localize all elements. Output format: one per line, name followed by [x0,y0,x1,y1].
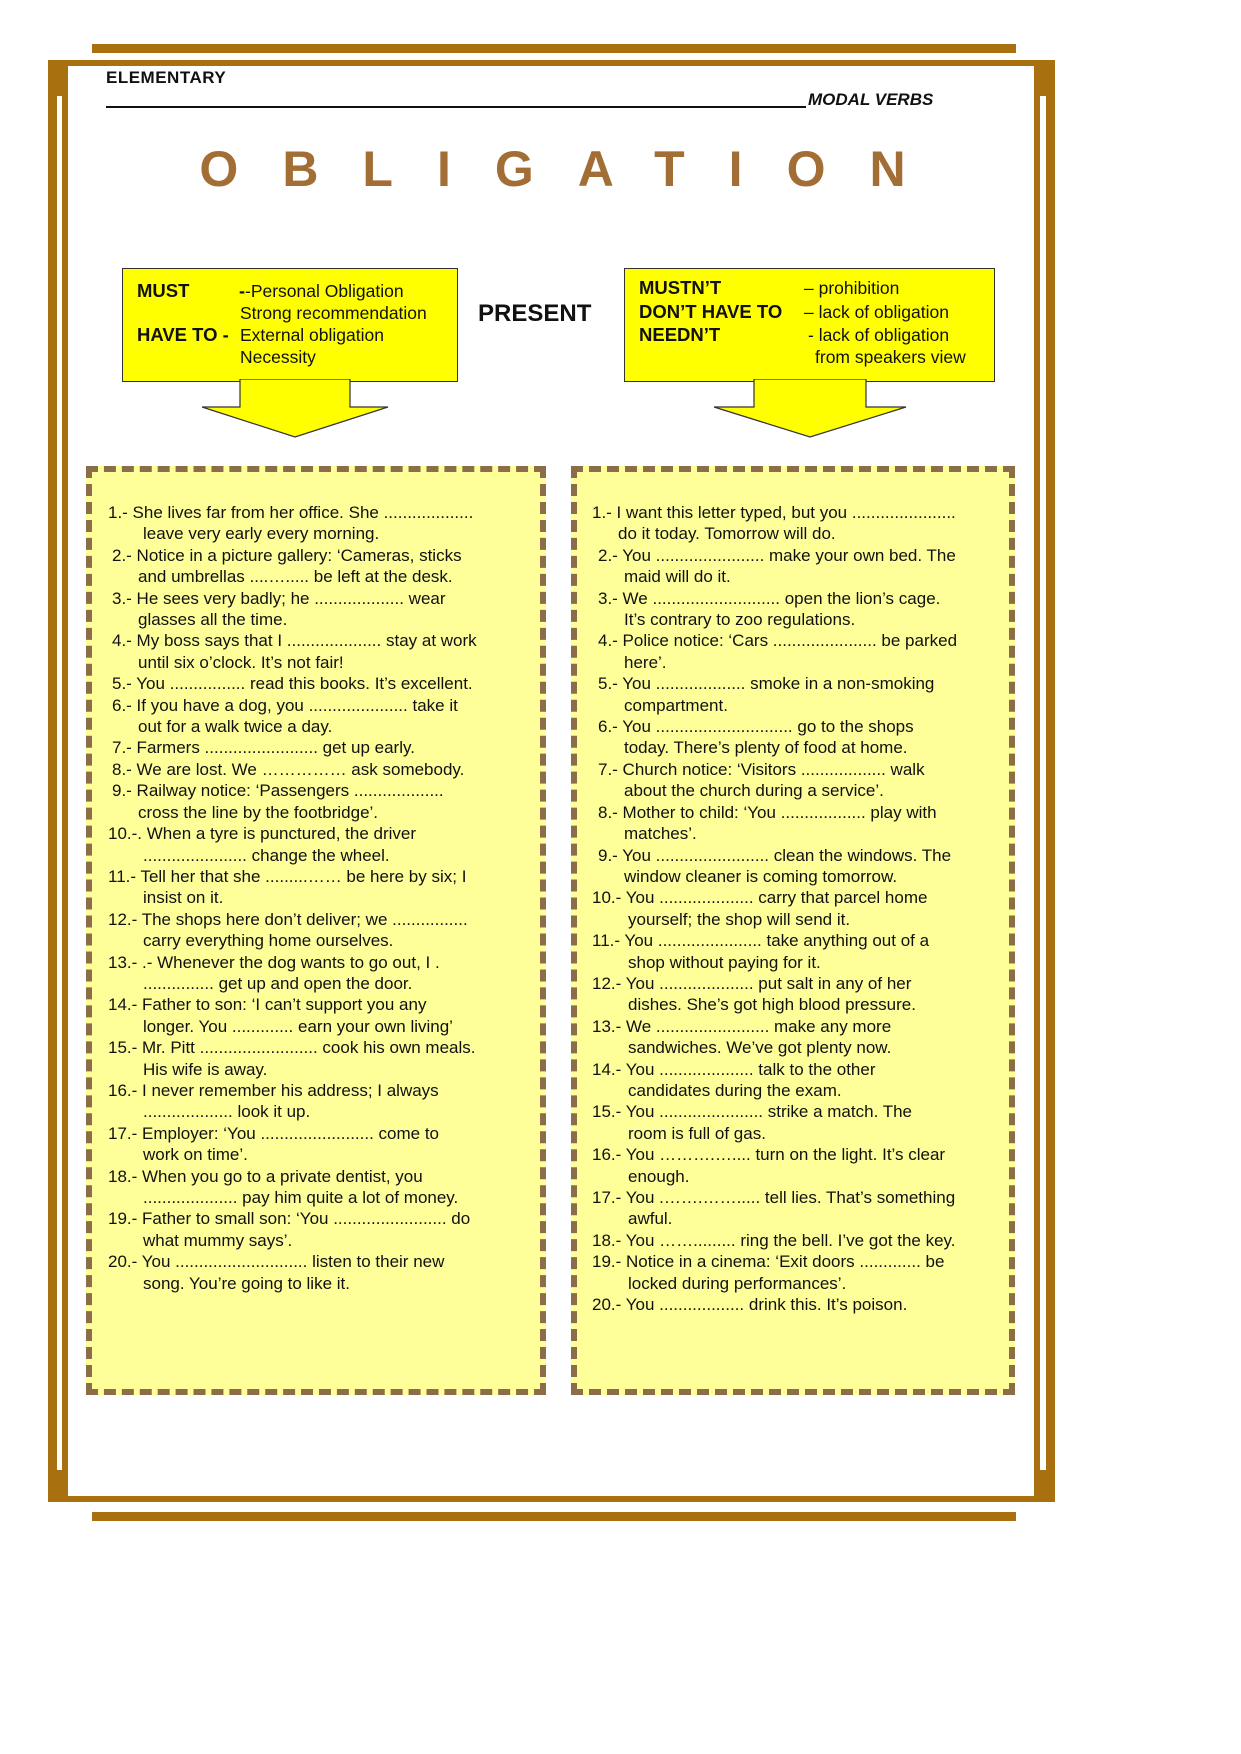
exercise-continuation: ............... get up and open the door. [143,973,413,993]
exercise-item [108,737,538,758]
exercise-continuation: matches’. [624,824,697,844]
exercise-item [108,1251,538,1294]
exercise-line: 3.- We ........................... open the lion’s cage. [598,588,941,608]
right-arrow-icon [712,379,908,439]
frame-corner-tl [48,60,68,96]
exercise-continuation: His wife is away. [143,1059,268,1079]
exercise-continuation: until six o’clock. It’s not fair! [138,652,344,672]
neednt-label: NEEDN’T [639,324,721,345]
exercise-continuation: ................... look it up. [143,1102,311,1122]
exercise-item [592,930,1004,973]
exercise-continuation: yourself; the shop will send it. [628,909,851,929]
must-desc-1: --Personal Obligation [239,281,404,301]
exercise-continuation: sandwiches. We’ve got plenty now. [628,1038,892,1058]
mustnt-desc: – prohibition [804,278,900,298]
left-arrow-icon [200,379,390,439]
frame-outer-top [92,44,1016,53]
have-to-desc-1: External obligation [240,325,384,345]
right-exercise-list [592,502,1004,1315]
exercise-item [592,1059,1004,1102]
frame-inner-right [1034,60,1040,1502]
exercise-line: 20.- You ............................ listen to their new [108,1252,445,1272]
exercise-continuation: window cleaner is coming tomorrow. [624,866,898,886]
exercise-line: 15.- Mr. Pitt ......................... cook his own meals. [108,1038,476,1058]
exercise-item [592,673,1004,716]
exercise-item [108,952,538,995]
neednt-desc-1: - lack of obligation [808,325,950,345]
exercise-line: 18.- You ……......... ring the bell. I’ve got the key. [592,1230,956,1250]
frame-outer-right [1046,90,1055,1480]
exercise-line: 11.- Tell her that she .........…… be here by six; I [108,866,467,886]
exercise-item [108,673,538,694]
exercise-line: 6.- You ............................. go to the shops [598,717,914,737]
frame-inner-top [60,60,1040,66]
exercise-item [592,1144,1004,1187]
exercise-continuation: .................... pay him quite a lot of money. [143,1188,459,1207]
exercise-line: 19.- Notice in a cinema: ‘Exit doors ............. be [592,1252,945,1272]
exercise-item [108,588,538,631]
exercise-continuation: candidates during the exam. [628,1080,842,1100]
exercise-line: 5.- You ................ read this books. It’s excellent. [112,674,473,694]
exercise-continuation: maid will do it. [624,567,731,587]
exercise-line: 16.- I never remember his address; I always [108,1080,439,1100]
frame-corner-br [1034,1470,1055,1502]
present-label: PRESENT [478,300,592,327]
exercise-continuation: about the church during a service’. [624,781,884,801]
exercise-item [592,1187,1004,1230]
exercise-continuation: longer. You ............. earn your own living’ [143,1016,453,1036]
exercise-line: 19.- Father to small son: ‘You ........................ do [108,1209,471,1229]
exercise-line: 3.- He sees very badly; he ................... wear [112,588,446,608]
level-label: ELEMENTARY [106,68,227,87]
exercise-line: 14.- You .................... talk to the other [592,1059,876,1079]
page-title: OBLIGATION [199,141,950,197]
frame-outer-left [48,90,57,1480]
exercise-item [108,909,538,952]
exercise-line: 12.- You .................... put salt in any of her [592,973,912,993]
exercise-item [592,1251,1004,1294]
exercise-continuation: glasses all the time. [138,610,288,630]
exercise-item [592,1294,1004,1315]
exercise-line: 12.- The shops here don’t deliver; we ................ [108,909,468,929]
exercise-line: 9.- You ........................ clean the windows. The [598,845,952,865]
exercise-continuation: insist on it. [143,888,224,908]
exercise-line: 8.- We are lost. We …………… ask somebody. [112,759,465,779]
exercise-item [592,759,1004,802]
exercise-item [108,1208,538,1251]
exercise-line: 13.- We ........................ make any more [592,1016,892,1036]
exercise-continuation: shop without paying for it. [628,952,821,972]
exercise-line: 4.- My boss says that I .................... stay at work [112,631,477,651]
exercise-line: 7.- Farmers ........................ get up early. [112,738,415,758]
exercise-item [592,1101,1004,1144]
must-label: MUST [137,280,190,301]
exercise-item [592,973,1004,1016]
exercise-item [108,866,538,909]
exercise-continuation: leave very early every morning. [143,524,380,544]
exercise-line: 5.- You ................... smoke in a non-smoking [598,674,935,694]
exercise-line: 17.- Employer: ‘You ........................ come to [108,1123,440,1143]
exercise-item [108,823,538,866]
exercise-line: 17.- You .…….……..... tell lies. That’s something [592,1188,956,1207]
exercise-continuation: enough. [628,1166,690,1186]
left-definition-box [122,268,458,382]
exercise-item [108,630,538,673]
have-to-desc-2: Necessity [240,347,316,367]
exercise-continuation: room is full of gas. [628,1123,766,1143]
exercise-line: 8.- Mother to child: ‘You .................. play with [598,802,937,822]
exercise-line: 9.- Railway notice: ‘Passengers ................... [112,781,444,801]
exercise-item [592,630,1004,673]
exercise-item [108,780,538,823]
topic-label: MODAL VERBS [808,90,934,109]
exercise-item [592,845,1004,888]
neednt-desc-2: from speakers view [815,347,966,367]
frame-corner-bl [48,1470,68,1502]
exercise-line: 10.-. When a tyre is punctured, the driver [108,824,417,844]
exercise-continuation: today. There’s plenty of food at home. [624,738,908,758]
exercise-item [108,1123,538,1166]
exercise-continuation: do it today. Tomorrow will do. [618,524,836,544]
mustnt-label: MUSTN’T [639,277,722,298]
exercise-continuation: ...................... change the wheel. [143,845,390,865]
exercise-continuation: cross the line by the footbridge’. [138,802,379,822]
exercise-item [108,695,538,738]
exercise-item [108,1080,538,1123]
exercise-item [592,502,1004,545]
exercise-continuation: dishes. She’s got high blood pressure. [628,995,916,1015]
exercise-item [592,802,1004,845]
exercise-item [108,1037,538,1080]
exercise-continuation: and umbrellas ....…..... be left at the desk. [138,567,453,587]
dont-have-to-desc: – lack of obligation [804,302,949,322]
have-to-label: HAVE TO - [137,324,229,345]
exercise-item [592,887,1004,930]
exercise-line: 2.- You ....................... make your own bed. The [598,545,956,565]
exercise-continuation: out for a walk twice a day. [138,717,333,737]
frame-inner-bottom [60,1496,1040,1502]
exercise-item [592,1016,1004,1059]
exercise-line: 16.- You ……….….... turn on the light. It’s clear [592,1145,946,1165]
exercise-continuation: here’. [624,652,667,672]
exercise-line: 7.- Church notice: ‘Visitors .................. walk [598,759,925,779]
right-definition-box [624,268,995,382]
exercise-item [108,502,538,545]
exercise-item [592,716,1004,759]
must-desc-2: Strong recommendation [240,303,427,323]
exercise-continuation: awful. [628,1209,673,1229]
header-rule [106,106,806,108]
exercise-line: 11.- You ...................... take anything out of a [592,931,930,951]
exercise-continuation: compartment. [624,695,728,715]
dont-have-to-label: DON’T HAVE TO [639,301,783,322]
exercise-line: 15.- You ...................... strike a match. The [592,1102,912,1122]
exercise-item [108,759,538,780]
exercise-continuation: locked during performances’. [628,1273,847,1293]
frame-outer-bottom [92,1512,1016,1521]
exercise-item [592,1230,1004,1251]
frame-corner-tr [1034,60,1055,96]
exercise-continuation: carry everything home ourselves. [143,931,394,951]
exercise-line: 4.- Police notice: ‘Cars ...................... be parked [598,631,958,651]
exercise-line: 10.- You .................... carry that parcel home [592,888,928,908]
exercise-item [108,994,538,1037]
exercise-line: 18.- When you go to a private dentist, you [108,1166,423,1186]
must-desc-1-text: -Personal Obligation [245,281,404,301]
exercise-continuation: work on time’. [143,1145,248,1165]
exercise-item [108,545,538,588]
exercise-continuation: song. You’re going to like it. [143,1273,350,1293]
left-exercise-list [108,502,538,1294]
exercise-line: 2.- Notice in a picture gallery: ‘Cameras, sticks [112,545,462,565]
frame-inner-left [62,60,68,1502]
exercise-item [592,588,1004,631]
exercise-line: 1.- I want this letter typed, but you ...................... [592,503,956,522]
exercise-line: 14.- Father to son: ‘I can’t support you any [108,995,427,1015]
exercise-continuation: what mummy says’. [143,1230,293,1250]
exercise-line: 6.- If you have a dog, you ..................... take it [112,695,458,715]
exercise-line: 13.- .- Whenever the dog wants to go out, I . [108,952,440,972]
exercise-line: 20.- You .................. drink this. It’s poison. [592,1295,908,1315]
exercise-line: 1.- She lives far from her office. She ................... [108,503,474,522]
exercise-item [108,1166,538,1209]
exercise-continuation: It’s contrary to zoo regulations. [624,610,856,630]
exercise-item [592,545,1004,588]
